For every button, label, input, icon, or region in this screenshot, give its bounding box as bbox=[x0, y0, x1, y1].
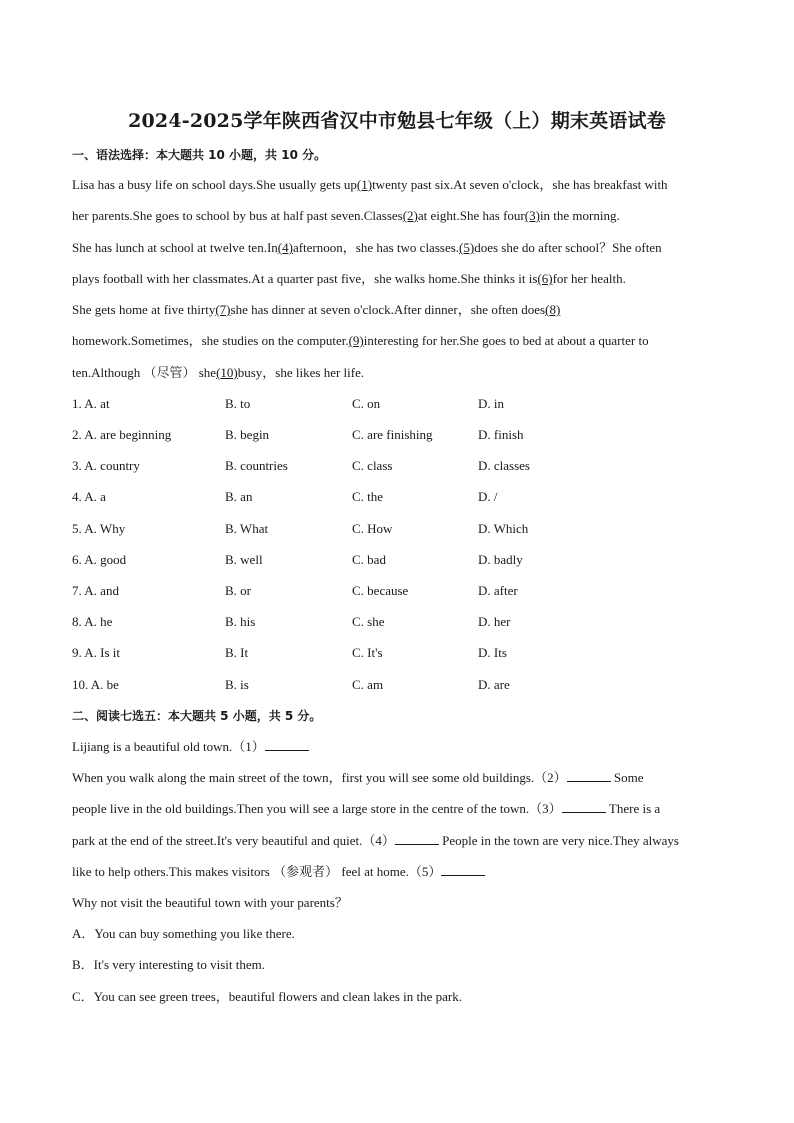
q6-option-b[interactable]: B. well bbox=[225, 552, 263, 567]
q8-option-c[interactable]: C. she bbox=[352, 614, 385, 629]
passage-line-5: She gets home at five thirty(7)she has dinner at seven o'clock.After dinner，she often does(8) bbox=[72, 302, 561, 317]
q9-option-d[interactable]: D. Its bbox=[478, 645, 507, 660]
q8-option-d[interactable]: D. her bbox=[478, 614, 511, 629]
q1-option-c[interactable]: C. on bbox=[352, 396, 381, 411]
q4-option-c[interactable]: C. the bbox=[352, 489, 384, 504]
answer-blank-4[interactable] bbox=[395, 833, 439, 845]
q4-option-d[interactable]: D. / bbox=[478, 489, 498, 504]
blank-10: (10) bbox=[216, 365, 238, 380]
q9-option-a[interactable]: 9. A. Is it bbox=[72, 645, 121, 660]
reading-line-3: people live in the old buildings.Then you will see a large store in the centre of the town.（3） There is a bbox=[72, 801, 661, 816]
q4-option-a[interactable]: 4. A. a bbox=[72, 489, 106, 504]
section2-header: 二、阅读七选五：本大题共 5 小题，共 5 分。 bbox=[72, 709, 322, 723]
answer-blank-2[interactable] bbox=[567, 770, 611, 782]
q3-option-c[interactable]: C. class bbox=[352, 458, 393, 473]
reading-line-6: Why not visit the beautiful town with your parents？ bbox=[72, 895, 348, 910]
blank-7: (7) bbox=[215, 302, 231, 317]
blank-6: (6) bbox=[537, 271, 553, 286]
q1-option-a[interactable]: 1. A. at bbox=[72, 396, 110, 411]
q5-option-a[interactable]: 5. A. Why bbox=[72, 521, 126, 536]
q7-option-b[interactable]: B. or bbox=[225, 583, 251, 598]
q7-option-a[interactable]: 7. A. and bbox=[72, 583, 119, 598]
q2-option-b[interactable]: B. begin bbox=[225, 427, 270, 442]
q2-option-a[interactable]: 2. A. are beginning bbox=[72, 427, 172, 442]
reading-option-c[interactable]: C．You can see green trees，beautiful flowers and clean lakes in the park. bbox=[72, 989, 462, 1004]
reading-line-1: Lijiang is a beautiful old town.（1） bbox=[72, 739, 309, 755]
answer-blank-1[interactable] bbox=[265, 739, 309, 751]
passage-line-2: her parents.She goes to school by bus at half past seven.Classes(2)at eight.She has four(3)in the morning. bbox=[72, 208, 620, 223]
reading-option-a[interactable]: A．You can buy something you like there. bbox=[72, 926, 295, 941]
blank-9: (9) bbox=[348, 333, 364, 348]
q8-option-a[interactable]: 8. A. he bbox=[72, 614, 113, 629]
q1-option-d[interactable]: D. in bbox=[478, 396, 504, 411]
reading-line-5: like to help others.This makes visitors （参观者） feel at home.（5） bbox=[72, 864, 485, 880]
answer-blank-5[interactable] bbox=[441, 864, 485, 876]
page-title: 2024-2025学年陕西省汉中市勉县七年级（上）期末英语试卷 bbox=[128, 110, 666, 132]
blank-4: (4) bbox=[277, 240, 293, 255]
reading-option-b[interactable]: B．It's very interesting to visit them. bbox=[72, 957, 265, 972]
passage-line-7: ten.Although （尽管） she(10)busy，she likes her life. bbox=[72, 365, 365, 380]
q10-option-b[interactable]: B. is bbox=[225, 677, 249, 692]
q3-option-d[interactable]: D. classes bbox=[478, 458, 530, 473]
passage-line-6: homework.Sometimes，she studies on the computer.(9)interesting for her.She goes to bed at about a quarter to bbox=[72, 333, 649, 348]
q10-option-c[interactable]: C. am bbox=[352, 677, 384, 692]
q6-option-d[interactable]: D. badly bbox=[478, 552, 523, 567]
q4-option-b[interactable]: B. an bbox=[225, 489, 253, 504]
blank-1: (1) bbox=[356, 177, 373, 192]
q5-option-c[interactable]: C. How bbox=[352, 521, 393, 536]
q3-option-b[interactable]: B. countries bbox=[225, 458, 288, 473]
reading-line-4: park at the end of the street.It's very beautiful and quiet.（4） People in the town are very nice.They always bbox=[72, 833, 679, 848]
reading-line-2: When you walk along the main street of the town，first you will see some old buildings.（2） Some bbox=[72, 770, 644, 785]
q5-option-d[interactable]: D. Which bbox=[478, 521, 529, 536]
q2-option-d[interactable]: D. finish bbox=[478, 427, 524, 442]
section1-header: 一、语法选择：本大题共 10 小题，共 10 分。 bbox=[72, 148, 327, 162]
q2-option-c[interactable]: C. are finishing bbox=[352, 427, 433, 442]
q8-option-b[interactable]: B. his bbox=[225, 614, 256, 629]
blank-2: (2) bbox=[402, 208, 418, 223]
q7-option-c[interactable]: C. because bbox=[352, 583, 409, 598]
q9-option-b[interactable]: B. It bbox=[225, 645, 249, 660]
q7-option-d[interactable]: D. after bbox=[478, 583, 518, 598]
passage-line-4: plays football with her classmates.At a quarter past five，she walks home.She thinks it is(6)for her health. bbox=[72, 271, 626, 286]
blank-3: (3) bbox=[524, 208, 540, 223]
q1-option-b[interactable]: B. to bbox=[225, 396, 251, 411]
answer-blank-3[interactable] bbox=[562, 801, 606, 813]
blank-5: (5) bbox=[459, 240, 475, 255]
q6-option-c[interactable]: C. bad bbox=[352, 552, 386, 567]
passage-line-3: She has lunch at school at twelve ten.In(4)afternoon，she has two classes.(5)does she do after school？She often bbox=[72, 240, 662, 255]
q9-option-c[interactable]: C. It's bbox=[352, 645, 383, 660]
q5-option-b[interactable]: B. What bbox=[225, 521, 269, 536]
q10-option-d[interactable]: D. are bbox=[478, 677, 510, 692]
blank-8: (8) bbox=[545, 302, 561, 317]
passage-line-1: Lisa has a busy life on school days.She usually gets up(1)twenty past six.At seven o'clock，she has breakfast with bbox=[72, 177, 668, 192]
q6-option-a[interactable]: 6. A. good bbox=[72, 552, 127, 567]
q10-option-a[interactable]: 10. A. be bbox=[72, 677, 119, 692]
q3-option-a[interactable]: 3. A. country bbox=[72, 458, 140, 473]
